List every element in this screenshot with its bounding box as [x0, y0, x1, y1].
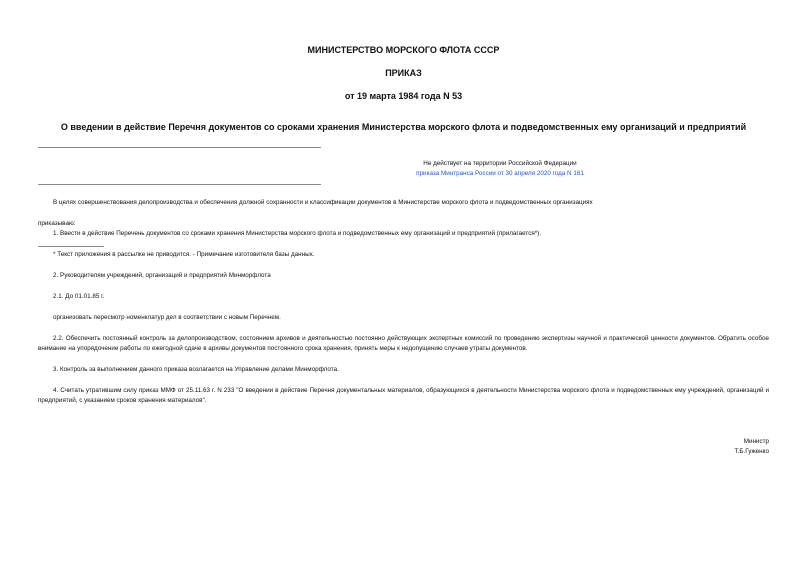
- notice-link[interactable]: приказа Минтранса России от 30 апреля 2020 года N 161: [416, 170, 584, 177]
- item-1: 1. Ввести в действие Перечень документов со сроками хранения Министерства морского флота и подведомственных ему организаций и предприятий (прилагается*).: [53, 230, 542, 237]
- footnote-rule: [38, 246, 104, 247]
- order-date-number: от 19 марта 1984 года N 53: [344, 91, 463, 101]
- item-2-2: 2.2. Обеспечить постоянный контроль за делопроизводством, состоянием архивов и деятельностью постоянно действующих экспертных комиссий по проведению экспертизы научной и практической ценности документов. Обратить особое внимание на упорядочение работы по ежегодной сдаче в архивы документов постоянного срока хранения, принять меры к недопущению случаев утраты документов.: [38, 335, 769, 352]
- intro-paragraph: В целях совершенствования делопроизводства и обеспечения должной сохранности и классификации документов в Министерстве морского флота и подведомственных организациях: [53, 199, 593, 206]
- notice-bottom-rule: [38, 184, 321, 185]
- order-heading: ПРИКАЗ: [385, 68, 422, 78]
- order-word: приказываю:: [38, 220, 76, 227]
- signature-name: Т.Б.Гуженко: [734, 448, 769, 455]
- ministry-heading: МИНИСТЕРСТВО МОРСКОГО ФЛОТА СССР: [307, 45, 500, 55]
- notice-top-rule: [38, 147, 321, 148]
- item-4: 4. Считать утратившим силу приказ ММФ от 25.11.63 г. N 233 "О введении в действие Перечня документальных материалов, образующихся в деятельности Министерства морского флота и подведомственных ему учреждений, организаций и предприятий, с указанием сроков хранения материалов".: [38, 387, 769, 404]
- item-2-1: 2.1. До 01.01.85 г.: [53, 293, 105, 300]
- notice-text: Не действует на территории Российской Федерации: [423, 160, 577, 167]
- order-subject: О введении в действие Перечня документов со сроками хранения Министерства морского флота и подведомственных ему организаций и предприятий: [60, 122, 747, 132]
- item-2: 2. Руководителям учреждений, организаций и предприятий Минморфлота: [53, 272, 271, 279]
- footnote: * Текст приложения в рассылке не приводится. - Примечание изготовителя базы данных.: [53, 251, 315, 258]
- item-2-1-text: организовать пересмотр номенклатур дел в соответствии с новым Перечнем.: [53, 314, 281, 321]
- item-3: 3. Контроль за выполнением данного приказа возлагается на Управление делами Минморфлота.: [53, 366, 339, 373]
- signature-title: Министр: [743, 438, 769, 445]
